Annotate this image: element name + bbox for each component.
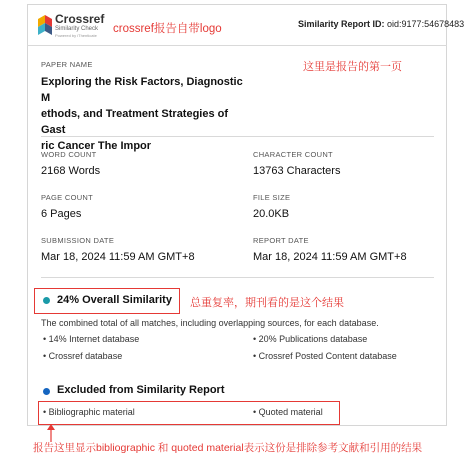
excluded-annotation: 报告这里显示bibliographic 和 quoted material表示这份是排除参考文献和引用的结果 <box>33 442 423 454</box>
paper-title-line: Exploring the Risk Factors, Diagnostic M <box>41 76 243 104</box>
logo-subtitle: Similarity Check <box>55 26 99 32</box>
crossref-logo-icon <box>38 13 52 37</box>
crossref-logo <box>38 10 105 44</box>
paper-title-line: ric Cancer The Impor <box>41 140 152 152</box>
first-page-annotation: 这里是报告的第一页 <box>303 61 402 73</box>
excluded-item: • Bibliographic material <box>43 407 135 417</box>
excluded-item: • Quoted material <box>253 407 323 417</box>
section-divider <box>41 277 434 278</box>
submission-date-value: Mar 18, 2024 11:59 AM GMT+8 <box>41 251 195 263</box>
submission-date-label: SUBMISSION DATE <box>41 236 115 245</box>
page-count-label: PAGE COUNT <box>41 193 94 202</box>
report-date-label: REPORT DATE <box>253 236 309 245</box>
header-divider <box>27 45 447 46</box>
similarity-item: • Crossref Posted Content database <box>253 351 397 361</box>
report-id <box>298 19 464 29</box>
report-id-value: oid:9177:54678483 <box>387 19 465 29</box>
logo-powered-by: Powered by iThenticate <box>55 33 97 38</box>
file-size-label: FILE SIZE <box>253 193 291 202</box>
similarity-dot-icon <box>43 297 50 304</box>
section-divider <box>41 136 434 137</box>
char-count-label: CHARACTER COUNT <box>253 150 333 159</box>
logo-name: Crossref <box>55 12 105 26</box>
excluded-title: Excluded from Similarity Report <box>57 384 225 396</box>
paper-name-label: PAPER NAME <box>41 60 93 69</box>
paper-title-line: ethods, and Treatment Strategies of Gast <box>41 108 229 136</box>
similarity-item: • 20% Publications database <box>253 334 368 344</box>
similarity-item: • 14% Internet database <box>43 334 140 344</box>
similarity-annotation: 总重复率，期刊看的是这个结果 <box>190 297 344 309</box>
file-size-value: 20.0KB <box>253 208 290 220</box>
report-id-label: Similarity Report ID: <box>298 19 385 29</box>
word-count-label: WORD COUNT <box>41 150 97 159</box>
similarity-description: The combined total of all matches, including overlapping sources, for each database. <box>41 318 379 328</box>
excluded-dot-icon <box>43 388 50 395</box>
overall-similarity-title: 24% Overall Similarity <box>57 294 172 306</box>
report-date-value: Mar 18, 2024 11:59 AM GMT+8 <box>253 251 407 263</box>
char-count-value: 13763 Characters <box>253 165 341 177</box>
similarity-item: • Crossref database <box>43 351 123 361</box>
paper-title <box>41 74 251 154</box>
word-count-value: 2168 Words <box>41 165 101 177</box>
logo-annotation: crossref报告自带logo <box>113 23 222 35</box>
page-count-value: 6 Pages <box>41 208 82 220</box>
